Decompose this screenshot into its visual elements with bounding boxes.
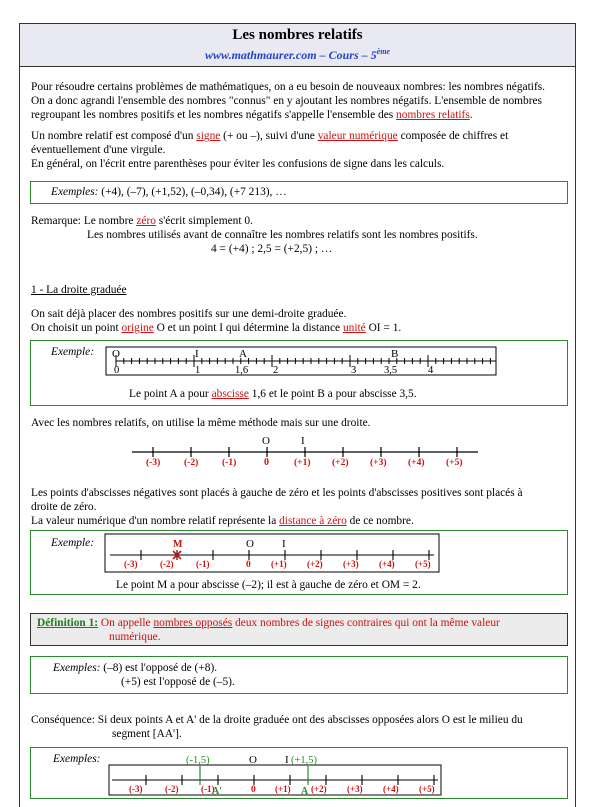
m-label-M: M — [173, 539, 183, 550]
droite-line-2: On choisit un point origine O et un point I qui détermine la distance unité OI = 1. — [31, 322, 402, 334]
number-line-milieu — [104, 749, 449, 797]
nl-pos-2: (+2) — [332, 458, 349, 468]
avec-text: Avec les nombres relatifs, on utilise la même méthode mais sur une droite. — [31, 417, 371, 429]
points-line-1: Les points d'abscisses négatives sont placés à gauche de zéro et les points d'abscisses positives sont placés à — [31, 487, 523, 499]
nl-neg-1: (-1) — [222, 458, 237, 468]
hl-tick-3: 3 — [351, 365, 357, 376]
nl-neg-3: (-3) — [146, 458, 161, 468]
hl-tick-0: 0 — [114, 365, 120, 376]
page-title: Les nombres relatifs — [232, 27, 363, 43]
number-line-M — [104, 533, 444, 575]
nl-neg-2: (-2) — [184, 458, 199, 468]
consequence-line-1: Conséquence: Si deux points A et A' de la droite graduée ont des abscisses opposées alors O est le milieu du — [31, 714, 523, 726]
examples-box-milieu: Exemples: (-1,5) (+1,5) O I (-3) (-2) (-1) 0 (+1) (+2) (+3) (+4) (+5) A' A — [30, 747, 568, 799]
svg-text:(+4): (+4) — [383, 784, 399, 794]
consequence-line-2: segment [AA']. — [112, 728, 182, 740]
label-neg-1-5: (-1,5) — [186, 755, 210, 766]
svg-text:(+1): (+1) — [271, 559, 287, 569]
number-line — [130, 428, 490, 468]
point-M-caption: Le point M a pour abscisse (–2); il est à gauche de zéro et OM = 2. — [116, 579, 421, 591]
svg-text:(+1): (+1) — [275, 784, 291, 794]
page-subtitle: www.mathmaurer.com – Cours – 5ème — [205, 47, 390, 62]
definition-1-box: Définition 1: On appelle nombres opposés deux nombres de signes contraires qui ont la même valeur numérique. — [30, 613, 568, 646]
points-line-2: droite de zéro. — [31, 501, 97, 513]
svg-text:(-2): (-2) — [160, 559, 174, 569]
definition-1-label: Définition 1: — [37, 617, 99, 629]
label-A: A — [301, 786, 309, 797]
compose-line-1: Un nombre relatif est composé d'un signe (+ ou –), suivi d'une valeur numérique composée de chiffres et — [31, 130, 509, 142]
svg-text:(-2): (-2) — [165, 784, 179, 794]
svg-text:(+5): (+5) — [415, 559, 431, 569]
example-box-point-M: Exemple: O I M (-3) (-2) (-1) 0 (+1) (+2) (+3) (+4) (+5) Le point M a pour abscisse (–2); il est à gauche de zéro et OM = 2. — [30, 530, 568, 595]
svg-text:O: O — [249, 754, 257, 766]
hl-tick-3-5: 3,5 — [384, 365, 398, 376]
svg-text:(+3): (+3) — [343, 559, 359, 569]
nl-pos-5: (+5) — [446, 458, 463, 468]
svg-text:(+2): (+2) — [311, 784, 327, 794]
svg-text:(+2): (+2) — [307, 559, 323, 569]
hl-label-I: I — [195, 348, 199, 360]
page-header — [20, 24, 575, 67]
hl-label-O: O — [112, 348, 120, 360]
nl-zero: 0 — [264, 457, 269, 468]
hl-label-A: A — [239, 348, 247, 360]
hl-tick-1-6: 1,6 — [235, 365, 249, 376]
svg-text:(-3): (-3) — [124, 559, 138, 569]
m-label-I: I — [282, 538, 286, 550]
intro-line-3: regroupant les nombres positifs et les nombres négatifs s'appelle l'ensemble des nombres relatifs. — [31, 109, 473, 121]
svg-text:(+4): (+4) — [379, 559, 395, 569]
droite-line-1: On sait déjà placer des nombres positifs sur une demi-droite graduée. — [31, 308, 347, 320]
examples-box-1: Exemples: (+4), (–7), (+1,52), (–0,34), (+7 213), … — [30, 181, 568, 204]
svg-text:0: 0 — [246, 560, 251, 570]
site-link[interactable]: www.mathmaurer.com — [205, 48, 317, 62]
svg-text:0: 0 — [251, 785, 256, 795]
svg-text:(-1): (-1) — [196, 559, 210, 569]
remarque-line-3: 4 = (+4) ; 2,5 = (+2,5) ; … — [211, 243, 333, 255]
label-pos-1-5: (+1,5) — [291, 755, 318, 766]
label-A-prime: A' — [212, 786, 222, 797]
nl-pos-1: (+1) — [294, 458, 311, 468]
course-page — [19, 23, 576, 807]
svg-text:(-1): (-1) — [201, 784, 215, 794]
hl-label-B: B — [391, 348, 399, 360]
compose-line-2: éventuellement d'une virgule. — [31, 144, 166, 156]
examples-box-opposes: Exemples: (–8) est l'opposé de (+8). (+5) est l'opposé de (–5). — [30, 656, 568, 694]
intro-line-1: Pour résoudre certains problèmes de mathématiques, on a eu besoin de nouveaux nombres: les nombres négatifs. — [31, 81, 546, 93]
hl-tick-1: 1 — [195, 365, 201, 376]
example-box-half-line: Exemple: O I A B 0 1 1,6 2 3 3,5 4 Le point A a pour abscisse 1,6 et le point B a pour abscisse 3,5. — [30, 340, 568, 406]
hl-tick-4: 4 — [428, 365, 434, 376]
nl-pos-4: (+4) — [408, 458, 425, 468]
compose-line-3: En général, on l'écrit entre parenthèses pour éviter les confusions de signe dans les calculs. — [31, 158, 445, 170]
svg-text:(-3): (-3) — [129, 784, 143, 794]
svg-text:(+5): (+5) — [419, 784, 435, 794]
nl-pos-3: (+3) — [370, 458, 387, 468]
hl-tick-2: 2 — [273, 365, 279, 376]
half-line-figure — [104, 343, 504, 388]
remarque-line-2: Les nombres utilisés avant de connaître les nombres relatifs sont les nombres positifs. — [87, 229, 478, 241]
nl-label-I: I — [301, 435, 305, 447]
half-line-caption: Le point A a pour abscisse 1,6 et le point B a pour abscisse 3,5. — [129, 388, 417, 400]
remarque-line-1: Remarque: Le nombre zéro s'écrit simplement 0. — [31, 215, 253, 227]
intro-line-2: On a donc agrandi l'ensemble des nombres "connus" en y ajoutant les nombres négatifs. L'ensemble de nombres — [31, 95, 542, 107]
section-title-droite: 1 - La droite graduée — [31, 284, 127, 296]
nl-label-O: O — [262, 435, 270, 447]
m-label-O: O — [246, 538, 254, 550]
points-line-3: La valeur numérique d'un nombre relatif représente la distance à zéro de ce nombre. — [31, 515, 414, 527]
svg-text:(+3): (+3) — [347, 784, 363, 794]
svg-text:I: I — [285, 754, 289, 766]
